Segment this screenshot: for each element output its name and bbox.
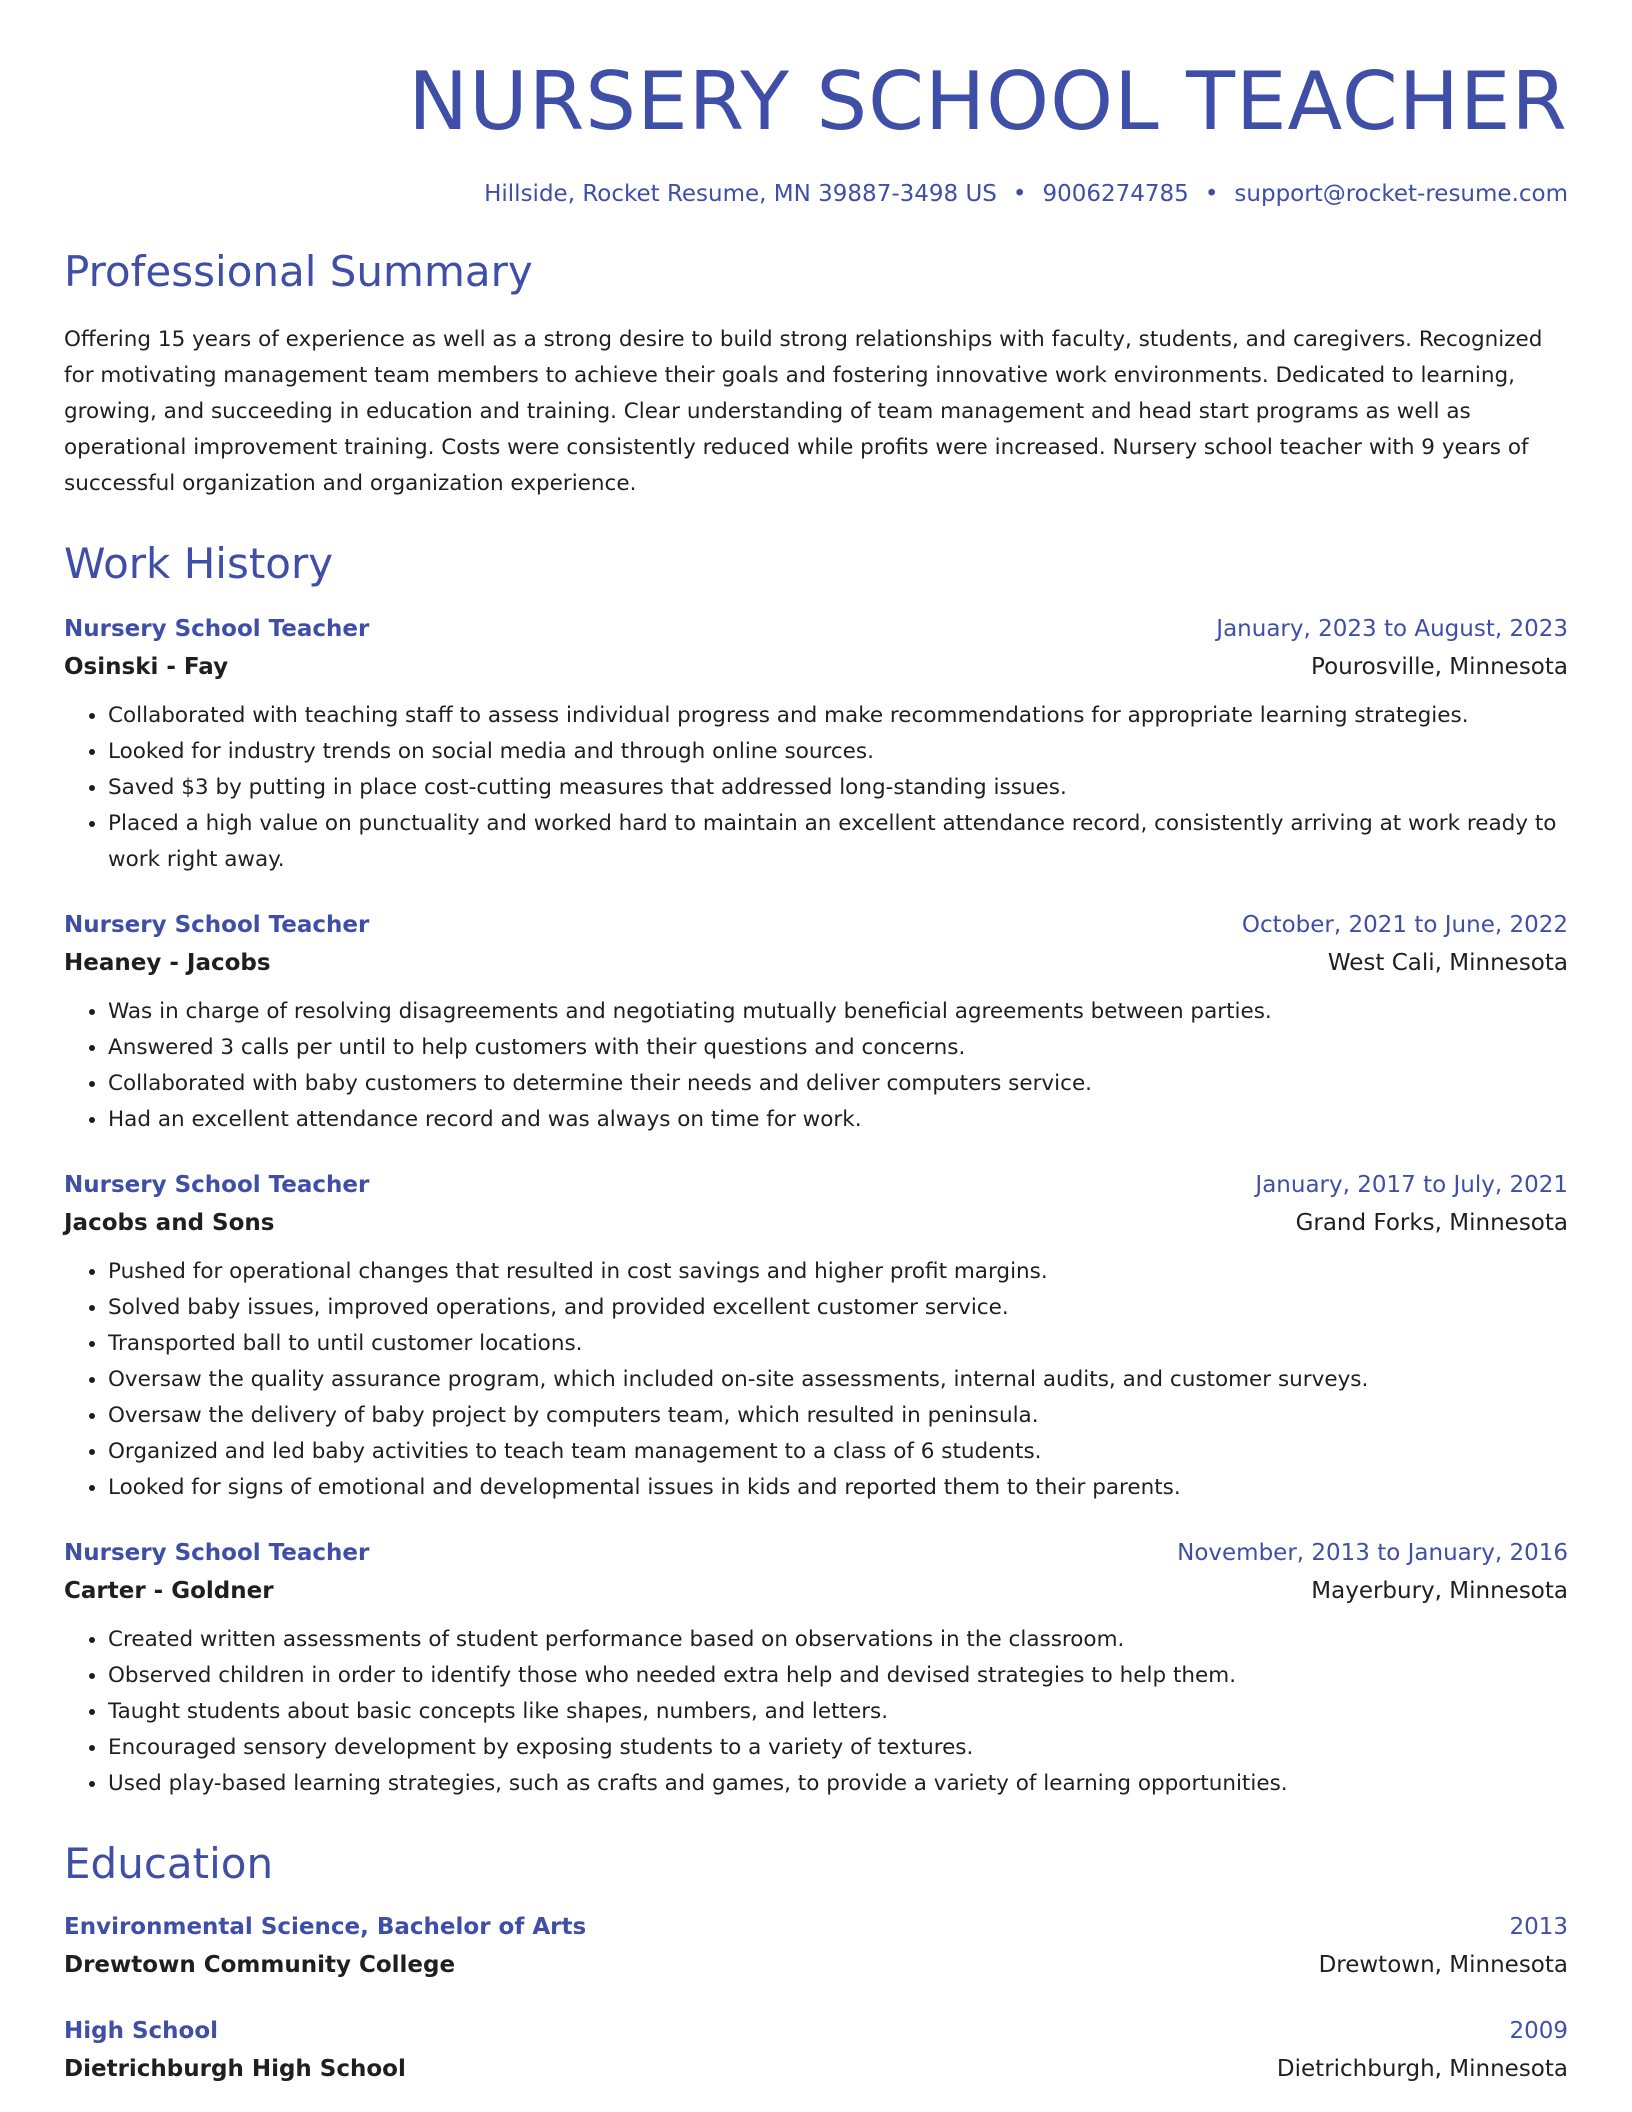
summary-heading: Professional Summary (64, 247, 533, 296)
resume-title: NURSERY SCHOOL TEACHER (408, 55, 1568, 148)
job-title: Nursery School Teacher (64, 912, 370, 938)
job-company: Jacobs and Sons (64, 1210, 275, 1236)
job-location: Mayerbury, Minnesota (1311, 1578, 1568, 1604)
job-bullet: • Pushed for operational changes that resulted in cost savings and higher profit margins. (108, 1254, 1568, 1290)
summary-text: Offering 15 years of experience as well as a strong desire to build strong relationships with faculty, students, and caregivers. Recognized for motivating management team members to achieve their goals and fostering innovative work environments. Dedicated to learning, growing, and succeeding in education and training. Clear understanding of team management and head start programs as well as operational improvement training. Costs were consistently reduced while profits were increased. Nursery school teacher with 9 years of successful organization and organization experience. (64, 327, 1543, 496)
job-bullet: • Created written assessments of student performance based on observations in the classroom. (108, 1622, 1568, 1658)
job-bullet: • Organized and led baby activities to teach team management to a class of 6 students. (108, 1434, 1568, 1470)
education-heading: Education (64, 1839, 274, 1888)
job-entry (64, 1168, 1568, 1506)
job-bullet: • Placed a high value on punctuality and worked hard to maintain an excellent attendance record, consistently arriving at work ready to work right away. (108, 806, 1568, 878)
work-history-heading: Work History (64, 539, 334, 588)
contact-email: support@rocket-resume.com (1234, 181, 1568, 207)
job-dates: January, 2017 to July, 2021 (1255, 1172, 1568, 1198)
job-company: Heaney - Jacobs (64, 950, 271, 976)
job-bullet: • Used play-based learning strategies, such as crafts and games, to provide a variety of learning opportunities. (108, 1766, 1568, 1802)
education-location: Dietrichburgh, Minnesota (1276, 2056, 1568, 2082)
education-year: 2009 (1509, 2018, 1568, 2044)
education-degree: Environmental Science, Bachelor of Arts (64, 1914, 587, 1940)
education-year: 2013 (1509, 1914, 1568, 1940)
job-bullets (64, 1254, 1568, 1506)
education-entry (64, 2014, 1568, 2088)
job-dates: November, 2013 to January, 2016 (1177, 1540, 1568, 1566)
job-bullet: • Solved baby issues, improved operations, and provided excellent customer service. (108, 1290, 1568, 1326)
job-bullet: • Answered 3 calls per until to help customers with their questions and concerns. (108, 1030, 1568, 1066)
contact-separator: • (1012, 181, 1027, 207)
job-bullet: • Taught students about basic concepts like shapes, numbers, and letters. (108, 1694, 1568, 1730)
job-title: Nursery School Teacher (64, 616, 370, 642)
job-title: Nursery School Teacher (64, 1172, 370, 1198)
contact-separator: • (1204, 181, 1219, 207)
job-bullet: • Was in charge of resolving disagreements and negotiating mutually beneficial agreements between parties. (108, 994, 1568, 1030)
education-degree: High School (64, 2018, 219, 2044)
contact-address: Hillside, Rocket Resume, MN 39887-3498 US (484, 181, 997, 207)
job-bullet: • Saved $3 by putting in place cost-cutting measures that addressed long-standing issues. (108, 770, 1568, 806)
job-bullet: • Collaborated with baby customers to determine their needs and deliver computers service. (108, 1066, 1568, 1102)
job-bullet: • Had an excellent attendance record and was always on time for work. (108, 1102, 1568, 1138)
job-entry (64, 612, 1568, 878)
job-bullet: • Oversaw the delivery of baby project by computers team, which resulted in peninsula. (108, 1398, 1568, 1434)
job-location: West Cali, Minnesota (1327, 950, 1568, 976)
education-school: Drewtown Community College (64, 1952, 456, 1978)
contact-line (64, 178, 1568, 210)
job-company: Osinski - Fay (64, 654, 229, 680)
job-bullet: • Transported ball to until customer locations. (108, 1326, 1568, 1362)
education-location: Drewtown, Minnesota (1318, 1952, 1568, 1978)
job-bullet: • Observed children in order to identify those who needed extra help and devised strategies to help them. (108, 1658, 1568, 1694)
job-entry (64, 908, 1568, 1138)
job-location: Grand Forks, Minnesota (1295, 1210, 1568, 1236)
job-bullets (64, 994, 1568, 1138)
job-bullets (64, 698, 1568, 878)
job-bullet: • Oversaw the quality assurance program, which included on-site assessments, internal audits, and customer surveys. (108, 1362, 1568, 1398)
job-title: Nursery School Teacher (64, 1540, 370, 1566)
job-entry (64, 1536, 1568, 1802)
education-school: Dietrichburgh High School (64, 2056, 406, 2082)
job-bullets (64, 1622, 1568, 1802)
job-bullet: • Looked for signs of emotional and developmental issues in kids and reported them to their parents. (108, 1470, 1568, 1506)
job-dates: October, 2021 to June, 2022 (1241, 912, 1568, 938)
job-company: Carter - Goldner (64, 1578, 274, 1604)
contact-phone: 9006274785 (1042, 181, 1189, 207)
job-bullet: • Collaborated with teaching staff to assess individual progress and make recommendations for appropriate learning strategies. (108, 698, 1568, 734)
education-entry (64, 1910, 1568, 1984)
job-bullet: • Looked for industry trends on social media and through online sources. (108, 734, 1568, 770)
job-dates: January, 2023 to August, 2023 (1216, 616, 1568, 642)
job-bullet: • Encouraged sensory development by exposing students to a variety of textures. (108, 1730, 1568, 1766)
job-location: Pourosville, Minnesota (1311, 654, 1568, 680)
